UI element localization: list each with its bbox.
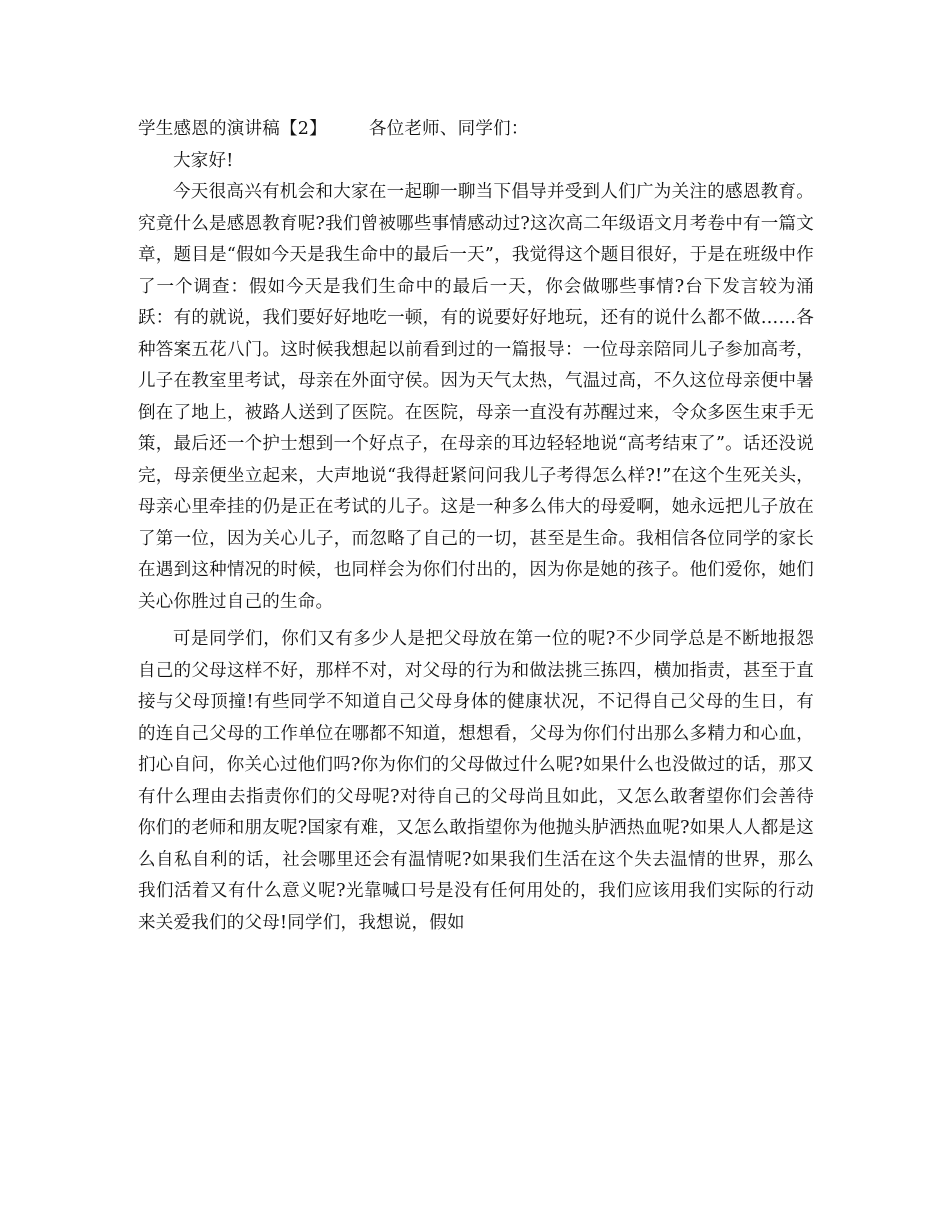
salutation: 各位老师、同学们： xyxy=(368,119,529,139)
document-title: 学生感恩的演讲稿【2】 xyxy=(138,119,327,139)
paragraph-2: 可是同学们，你们又有多少人是把父母放在第一位的呢?不少同学总是不断地报怨自己的父母这样不好，那样不对，对父母的行为和做法挑三拣四，横加指责，甚至于直接与父母顶撞!有些同学不知道自己父母身体的健康状况，不记得自己父母的生日，有的连自己父母的工作单位在哪都不知道，想想看，父母为你们付出那么多精力和心血，扪心自问，你关心过他们吗?你为你们的父母做过什么呢?如果什么也没做过的话，那又有什么理由去指责你们的父母呢?对待自己的父母尚且如此，又怎么敢奢望你们会善待你们的老师和朋友呢?国家有难，又怎么敢指望你为他抛头胪洒热血呢?如果人人都是这么自私自利的话，社会哪里还会有温情呢?如果我们生活在这个失去温情的世界，那么我们活着又有什么意义呢?光靠喊口号是没有任何用处的，我们应该用我们实际的行动来关爱我们的父母!同学们，我想说，假如 xyxy=(138,629,815,933)
paragraph-1: 今天很高兴有机会和大家在一起聊一聊当下倡导并受到人们广为关注的感恩教育。究竟什么是感恩教育呢?我们曾被哪些事情感动过?这次高二年级语文月考卷中有一篇文章，题目是“假如今天是我生命中的最后一天”，我觉得这个题目很好，于是在班级中作了一个调查：假如今天是我们生命中的最后一天，你会做哪些事情?台下发言较为涌跃：有的就说，我们要好好地吃一顿，有的说要好好地玩，还有的说什么都不做……各种答案五花八门。这时候我想起以前看到过的一篇报导：一位母亲陪同儿子参加高考，儿子在教室里考试，母亲在外面守侯。因为天气太热，气温过高，不久这位母亲便中暑倒在了地上，被路人送到了医院。在医院，母亲一直没有苏醒过来，令众多医生束手无策，最后还一个护士想到一个好点子，在母亲的耳边轻轻地说“高考结束了”。话还没说完，母亲便坐立起来，大声地说“我得赶紧问问我儿子考得怎么样?!”在这个生死关头，母亲心里牵挂的仍是正在考试的儿子。这是一种多么伟大的母爱啊，她永远把儿子放在了第一位，因为关心儿子，而忽略了自己的一切，甚至是生命。我相信各位同学的家长在遇到这种情况的时候，也同样会为你们付出的，因为你是她的孩子。他们爱你，她们关心你胜过自己的生命。 xyxy=(138,182,815,612)
document-body xyxy=(138,114,814,939)
greeting: 大家好! xyxy=(173,150,234,171)
title-line xyxy=(138,114,814,146)
